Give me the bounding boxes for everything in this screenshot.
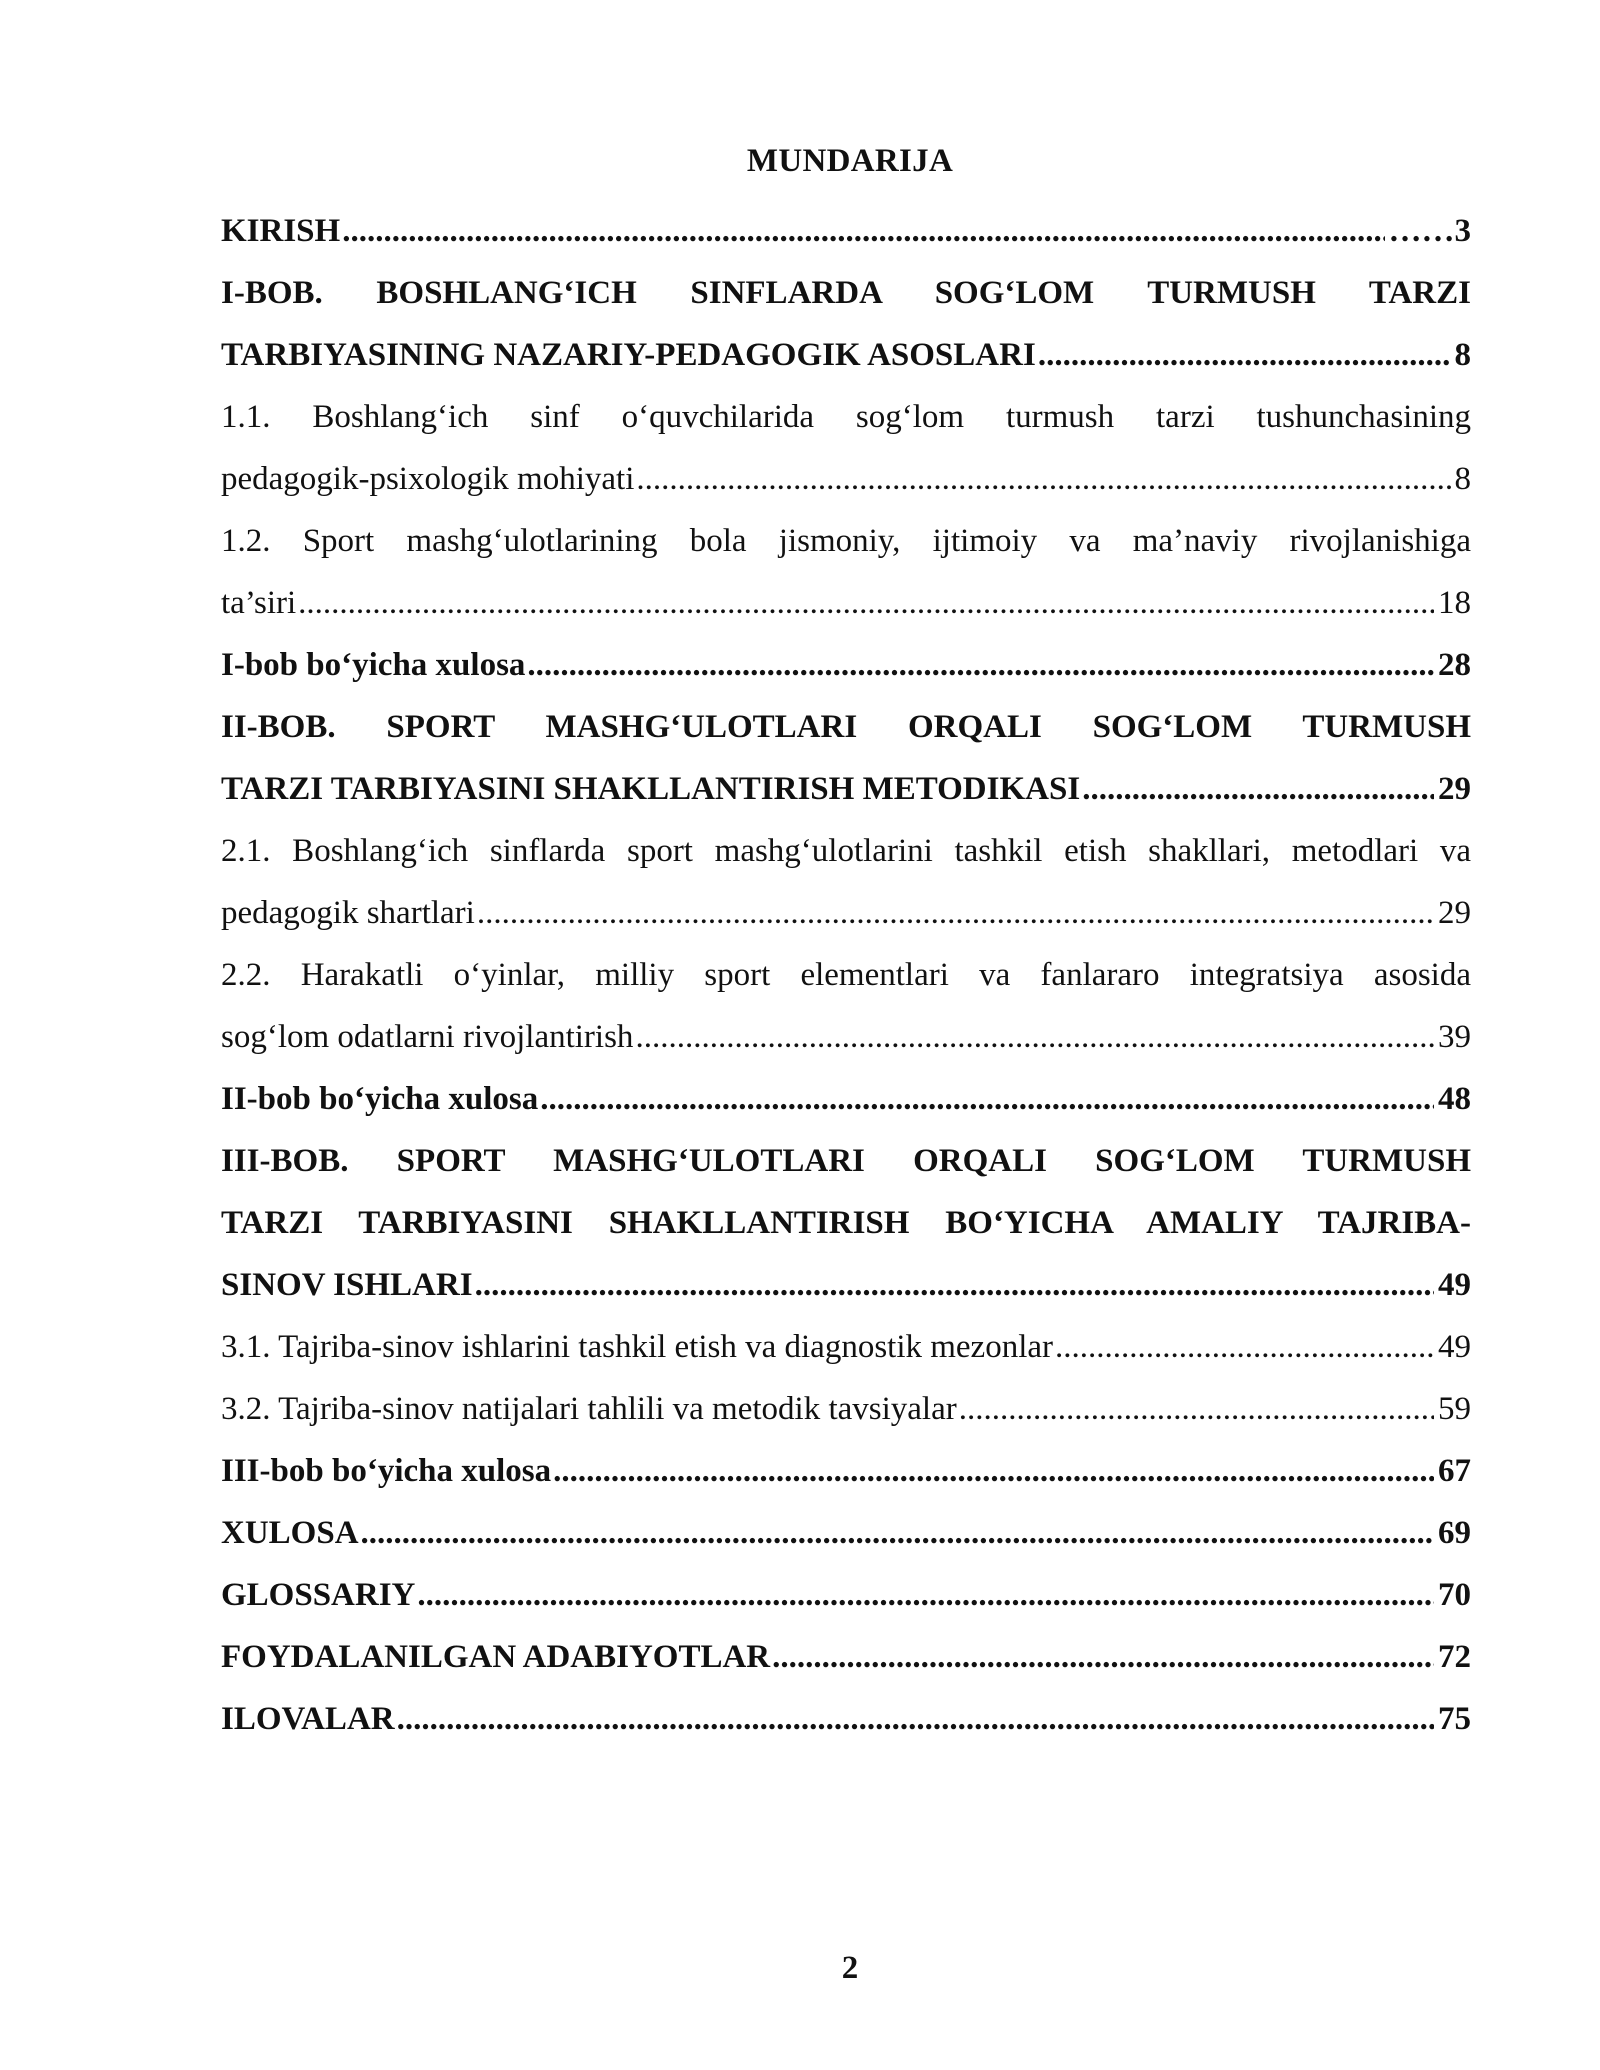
toc-entry-text: I-bob bo‘yicha xulosa bbox=[221, 647, 526, 683]
toc-page-number: 39 bbox=[1438, 1019, 1471, 1055]
dot-leader bbox=[475, 1254, 1434, 1316]
toc-entry[interactable] bbox=[221, 1564, 1471, 1626]
toc-page-number: 70 bbox=[1438, 1577, 1471, 1613]
toc-entry-text: TARBIYASINING NAZARIY-PEDAGOGIK ASOSLARI bbox=[221, 337, 1036, 373]
page-number: 2 bbox=[841, 1950, 859, 1986]
toc-page-number: 48 bbox=[1438, 1081, 1471, 1117]
page-title: MUNDARIJA bbox=[746, 143, 954, 179]
toc-entry-text: GLOSSARIY bbox=[221, 1577, 416, 1613]
toc-entry-last-line bbox=[221, 1254, 1471, 1316]
dot-leader bbox=[635, 1006, 1434, 1068]
toc-entry-last-line bbox=[221, 1564, 1471, 1626]
toc-entry[interactable] bbox=[221, 944, 1471, 1068]
toc-entry-text: SINOV ISHLARI bbox=[221, 1267, 473, 1303]
toc-entry-line: 2.2. Harakatli o‘yinlar, milliy sport elementlari va fanlararo integratsiya asosida bbox=[221, 957, 1471, 993]
dot-leader bbox=[397, 1688, 1434, 1750]
dot-leader bbox=[527, 634, 1434, 696]
toc-entry-line: III-BOB. SPORT MASHG‘ULOTLARI ORQALI SOG‘LOM TURMUSH bbox=[221, 1143, 1471, 1179]
toc-entry-text: FOYDALANILGAN ADABIYOTLAR bbox=[221, 1639, 771, 1675]
toc-entry-text: pedagogik shartlari bbox=[221, 895, 475, 931]
dot-leader bbox=[636, 448, 1450, 510]
toc-entry[interactable] bbox=[221, 696, 1471, 820]
toc-page-number: 29 bbox=[1438, 895, 1471, 931]
toc-entry-last-line bbox=[221, 324, 1471, 386]
dot-leader bbox=[298, 572, 1434, 634]
toc-entry[interactable] bbox=[221, 510, 1471, 634]
toc-entry-text: 3.2. Tajriba-sinov natijalari tahlili va metodik tavsiyalar bbox=[221, 1391, 957, 1427]
toc-entry-line: II-BOB. SPORT MASHG‘ULOTLARI ORQALI SOG‘LOM TURMUSH bbox=[221, 709, 1471, 745]
dot-leader bbox=[1038, 324, 1451, 386]
toc-entry-last-line bbox=[221, 1440, 1471, 1502]
toc-entry-text: III-bob bo‘yicha xulosa bbox=[221, 1453, 552, 1489]
toc-page-number: 75 bbox=[1438, 1701, 1471, 1737]
toc-entry-last-line bbox=[221, 634, 1471, 696]
toc-entry-text: sog‘lom odatlarni rivojlantirish bbox=[221, 1019, 634, 1055]
toc-page-number: 8 bbox=[1454, 337, 1471, 373]
toc-page-number: 18 bbox=[1438, 585, 1471, 621]
toc-entry-text: XULOSA bbox=[221, 1515, 359, 1551]
table-of-contents bbox=[221, 200, 1471, 1750]
toc-entry[interactable] bbox=[221, 1378, 1471, 1440]
toc-entry[interactable] bbox=[221, 1440, 1471, 1502]
toc-entry-last-line bbox=[221, 1378, 1471, 1440]
toc-entry-text: pedagogik-psixologik mohiyati bbox=[221, 461, 635, 497]
toc-page-number: 8 bbox=[1454, 461, 1471, 497]
toc-entry[interactable] bbox=[221, 262, 1471, 386]
toc-entry-last-line bbox=[221, 572, 1471, 634]
toc-entry[interactable] bbox=[221, 1068, 1471, 1130]
toc-entry-last-line bbox=[221, 1006, 1471, 1068]
toc-entry[interactable] bbox=[221, 1502, 1471, 1564]
toc-entry-line: 2.1. Boshlang‘ich sinflarda sport mashg‘ulotlarini tashkil etish shakllari, metodlari va bbox=[221, 833, 1471, 869]
toc-entry-text: TARZI TARBIYASINI SHAKLLANTIRISH METODIKASI bbox=[221, 771, 1081, 807]
dot-leader bbox=[417, 1564, 1434, 1626]
dot-leader bbox=[477, 882, 1434, 944]
toc-entry-text: II-bob bo‘yicha xulosa bbox=[221, 1081, 539, 1117]
toc-entry[interactable] bbox=[221, 820, 1471, 944]
toc-entry[interactable] bbox=[221, 1688, 1471, 1750]
toc-page-number: 72 bbox=[1438, 1639, 1471, 1675]
toc-page-number: 49 bbox=[1438, 1267, 1471, 1303]
toc-entry-line: 1.2. Sport mashg‘ulotlarining bola jismoniy, ijtimoiy va ma’naviy rivojlanishiga bbox=[221, 523, 1471, 559]
toc-page-number: ……3 bbox=[1388, 213, 1471, 249]
toc-entry-line: TARZI TARBIYASINI SHAKLLANTIRISH BO‘YICHA AMALIY TAJRIBA- bbox=[221, 1205, 1471, 1241]
toc-page-number: 69 bbox=[1438, 1515, 1471, 1551]
toc-entry[interactable] bbox=[221, 200, 1471, 262]
toc-entry-last-line bbox=[221, 1626, 1471, 1688]
toc-entry-last-line bbox=[221, 448, 1471, 510]
toc-entry-last-line bbox=[221, 758, 1471, 820]
toc-entry-last-line bbox=[221, 200, 1471, 262]
toc-entry-text: ILOVALAR bbox=[221, 1701, 395, 1737]
toc-entry-line: 1.1. Boshlang‘ich sinf o‘quvchilarida sog‘lom turmush tarzi tushunchasining bbox=[221, 399, 1471, 435]
dot-leader bbox=[1082, 758, 1434, 820]
toc-entry-last-line bbox=[221, 882, 1471, 944]
toc-entry[interactable] bbox=[221, 1316, 1471, 1378]
dot-leader bbox=[361, 1502, 1434, 1564]
dot-leader bbox=[540, 1068, 1434, 1130]
toc-page-number: 49 bbox=[1438, 1329, 1471, 1365]
toc-page-number: 59 bbox=[1438, 1391, 1471, 1427]
dot-leader bbox=[772, 1626, 1434, 1688]
toc-entry-last-line bbox=[221, 1502, 1471, 1564]
toc-entry-text: ta’siri bbox=[221, 585, 297, 621]
toc-entry[interactable] bbox=[221, 634, 1471, 696]
dot-leader bbox=[1055, 1316, 1434, 1378]
toc-page-number: 28 bbox=[1438, 647, 1471, 683]
dot-leader bbox=[553, 1440, 1434, 1502]
toc-entry[interactable] bbox=[221, 1626, 1471, 1688]
dot-leader bbox=[959, 1378, 1434, 1440]
toc-entry-text: KIRISH bbox=[221, 213, 341, 249]
toc-page-number: 29 bbox=[1438, 771, 1471, 807]
toc-entry-last-line bbox=[221, 1316, 1471, 1378]
toc-entry[interactable] bbox=[221, 1130, 1471, 1316]
toc-page-number: 67 bbox=[1438, 1453, 1471, 1489]
toc-entry-line: I-BOB. BOSHLANG‘ICH SINFLARDA SOG‘LOM TURMUSH TARZI bbox=[221, 275, 1471, 311]
dot-leader bbox=[342, 200, 1384, 262]
toc-entry-last-line bbox=[221, 1068, 1471, 1130]
toc-entry-last-line bbox=[221, 1688, 1471, 1750]
toc-entry[interactable] bbox=[221, 386, 1471, 510]
toc-entry-text: 3.1. Tajriba-sinov ishlarini tashkil etish va diagnostik mezonlar bbox=[221, 1329, 1054, 1365]
